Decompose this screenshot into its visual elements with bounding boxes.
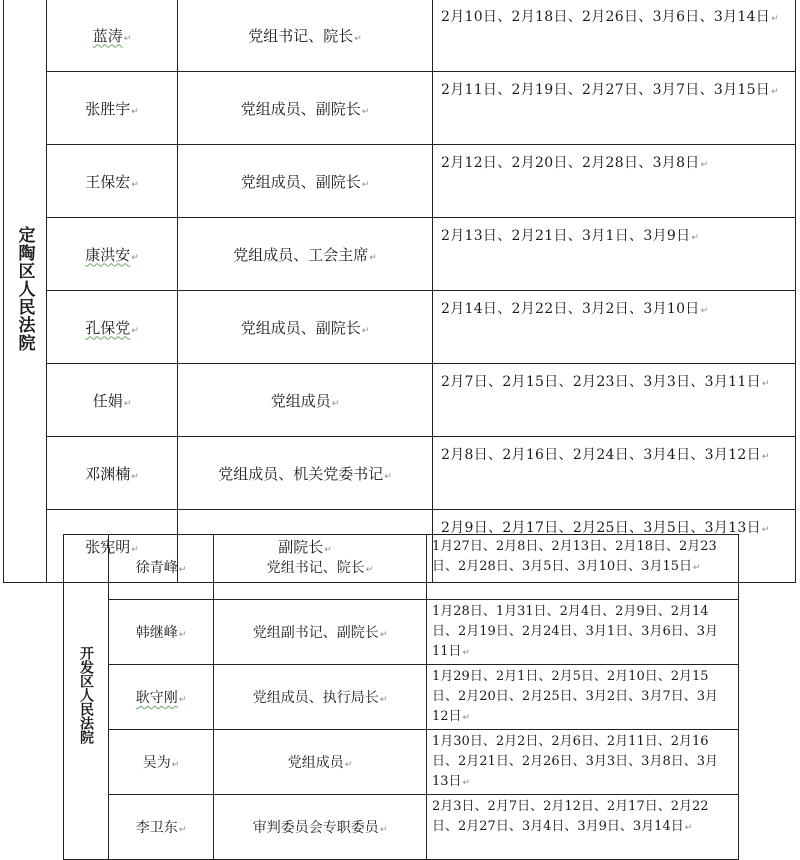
dates-cell: 2月11日、2月19日、2月27日、3月7日、3月15日↵ [433, 72, 796, 145]
person-name: 蓝涛 [92, 26, 123, 45]
position-cell: 党组成员、执行局长↵ [214, 665, 427, 730]
name-cell: 吴为↵ [109, 730, 214, 795]
dates-text: 2月10日、2月18日、2月26日、3月6日、3月14日 [441, 9, 771, 25]
table-row [4, 0, 796, 72]
name-cell: 李卫东↵ [109, 795, 214, 860]
position-cell: 党组成员、机关党委书记↵ [178, 437, 433, 510]
position-text: 党组成员 [287, 755, 344, 771]
position-text: 党组成员、工会主席 [233, 245, 369, 264]
dates-text: 1月30日、2月2日、2月6日、2月11日、2月16日、2月21日、2月26日、3月3日、3月8日、3月13日 [432, 734, 718, 789]
position-text: 党组成员、副院长 [240, 172, 361, 191]
duty-schedule-table-kaifaqu [63, 534, 739, 860]
name-cell: 康洪安↵ [47, 218, 178, 291]
dates-text: 2月11日、2月19日、2月27日、3月7日、3月15日 [441, 82, 771, 98]
person-name: 耿守刚 [135, 690, 178, 706]
position-cell: 党组成员、副院长↵ [178, 291, 433, 364]
position-text: 党组书记、院长 [266, 560, 365, 576]
dates-cell: 2月3日、2月7日、2月12日、2月17日、2月22日、2月27日、3月4日、3月9日、3月14日↵ [427, 795, 739, 860]
position-cell: 副院长↵ [178, 510, 433, 583]
table-row [64, 535, 739, 600]
position-cell: 党组成员↵ [178, 364, 433, 437]
name-cell: 张胜宇↵ [47, 72, 178, 145]
dates-cell: 2月14日、2月22日、3月2日、3月10日↵ [433, 291, 796, 364]
dates-text: 2月12日、2月20日、2月28日、3月8日 [441, 155, 700, 171]
position-text: 党组成员、副院长 [240, 318, 361, 337]
court-cell [64, 535, 109, 860]
dates-cell: 1月27日、2月8日、2月13日、2月18日、2月23日、2月28日、3月5日、3月10日、3月15日↵ [427, 535, 739, 600]
dates-text: 2月3日、2月7日、2月12日、2月17日、2月22日、2月27日、3月4日、3月9日、3月14日 [432, 799, 709, 834]
dates-text: 1月27日、2月8日、2月13日、2月18日、2月23日、2月28日、3月5日、3月10日、3月15日 [432, 539, 717, 574]
person-name: 韩继峰 [135, 625, 178, 641]
person-name: 张宪明 [85, 537, 131, 556]
dates-cell: 2月10日、2月18日、2月26日、3月6日、3月14日↵ [433, 0, 796, 72]
dates-text: 1月29日、2月1日、2月5日、2月10日、2月15日、2月20日、2月25日、3月2日、3月7日、3月12日 [432, 669, 718, 724]
duty-schedule-table-dingtao [3, 0, 796, 583]
position-text: 党组成员、机关党委书记 [218, 464, 384, 483]
position-text: 党组书记、院长 [248, 26, 354, 45]
dates-cell: 1月28日、1月31日、2月4日、2月9日、2月14日、2月19日、2月24日、3月1日、3月6日、3月11日↵ [427, 600, 739, 665]
position-text: 党组成员、副院长 [240, 99, 361, 118]
dates-text: 2月13日、2月21日、3月1日、3月9日 [441, 228, 691, 244]
table-row [4, 145, 796, 218]
table-row [4, 218, 796, 291]
position-cell: 党组成员、副院长↵ [178, 72, 433, 145]
dates-cell: 1月30日、2月2日、2月6日、2月11日、2月16日、2月21日、2月26日、3月3日、3月8日、3月13日↵ [427, 730, 739, 795]
dates-cell: 2月8日、2月16日、2月24日、3月4日、3月12日↵ [433, 437, 796, 510]
name-cell: 邓渊楠↵ [47, 437, 178, 510]
position-cell: 党组书记、院长↵ [214, 535, 427, 600]
table-row [4, 72, 796, 145]
name-cell: 王保宏↵ [47, 145, 178, 218]
person-name: 张胜宇 [85, 99, 131, 118]
court-label: 定陶区人民法院 [14, 225, 35, 352]
position-text: 副院长 [278, 537, 324, 556]
dates-cell: 1月29日、2月1日、2月5日、2月10日、2月15日、2月20日、2月25日、3月2日、3月7日、3月12日↵ [427, 665, 739, 730]
dates-text: 2月8日、2月16日、2月24日、3月4日、3月12日 [441, 447, 761, 463]
court-label: 开发区人民法院 [78, 646, 94, 744]
name-cell: 孔保党↵ [47, 291, 178, 364]
position-cell: 党组成员、工会主席↵ [178, 218, 433, 291]
table-row [4, 364, 796, 437]
person-name: 吴为 [142, 755, 171, 771]
name-cell: 任娟↵ [47, 364, 178, 437]
person-name: 李卫东 [135, 820, 178, 836]
position-text: 党组成员、执行局长 [252, 690, 379, 706]
name-cell: 张宪明↵ [47, 510, 178, 583]
person-name: 邓渊楠 [85, 464, 131, 483]
name-cell: 耿守刚↵ [109, 665, 214, 730]
position-cell: 党组副书记、副院长↵ [214, 600, 427, 665]
dates-text: 2月7日、2月15日、2月23日、3月3日、3月11日 [441, 374, 761, 390]
position-text: 审判委员会专职委员 [252, 820, 379, 836]
person-name: 徐青峰 [135, 560, 178, 576]
position-text: 党组成员 [270, 391, 331, 410]
table-row [4, 437, 796, 510]
court-cell [4, 0, 47, 583]
dates-text: 2月9日、2月17日、2月25日、3月5日、3月13日 [441, 520, 761, 536]
table-row [4, 291, 796, 364]
table-row [64, 665, 739, 730]
name-cell: 徐青峰↵ [109, 535, 214, 600]
person-name: 王保宏 [85, 172, 131, 191]
table-row [64, 795, 739, 860]
dates-cell: 2月12日、2月20日、2月28日、3月8日↵ [433, 145, 796, 218]
dates-cell: 2月13日、2月21日、3月1日、3月9日↵ [433, 218, 796, 291]
position-cell: 审判委员会专职委员↵ [214, 795, 427, 860]
name-cell: 韩继峰↵ [109, 600, 214, 665]
position-cell: 党组书记、院长↵ [178, 0, 433, 72]
position-cell: 党组成员、副院长↵ [178, 145, 433, 218]
dates-text: 2月14日、2月22日、3月2日、3月10日 [441, 301, 700, 317]
person-name: 康洪安 [85, 245, 131, 264]
dates-cell: 2月7日、2月15日、2月23日、3月3日、3月11日↵ [433, 364, 796, 437]
dates-text: 1月28日、1月31日、2月4日、2月9日、2月14日、2月19日、2月24日、3月1日、3月6日、3月11日 [432, 604, 718, 659]
position-cell: 党组成员↵ [214, 730, 427, 795]
person-name: 孔保党 [85, 318, 131, 337]
dates-cell: 2月9日、2月17日、2月25日、3月5日、3月13日↵ [433, 510, 796, 583]
table-row [64, 600, 739, 665]
person-name: 任娟 [92, 391, 123, 410]
table-row [64, 730, 739, 795]
name-cell: 蓝涛↵ [47, 0, 178, 72]
position-text: 党组副书记、副院长 [252, 625, 379, 641]
